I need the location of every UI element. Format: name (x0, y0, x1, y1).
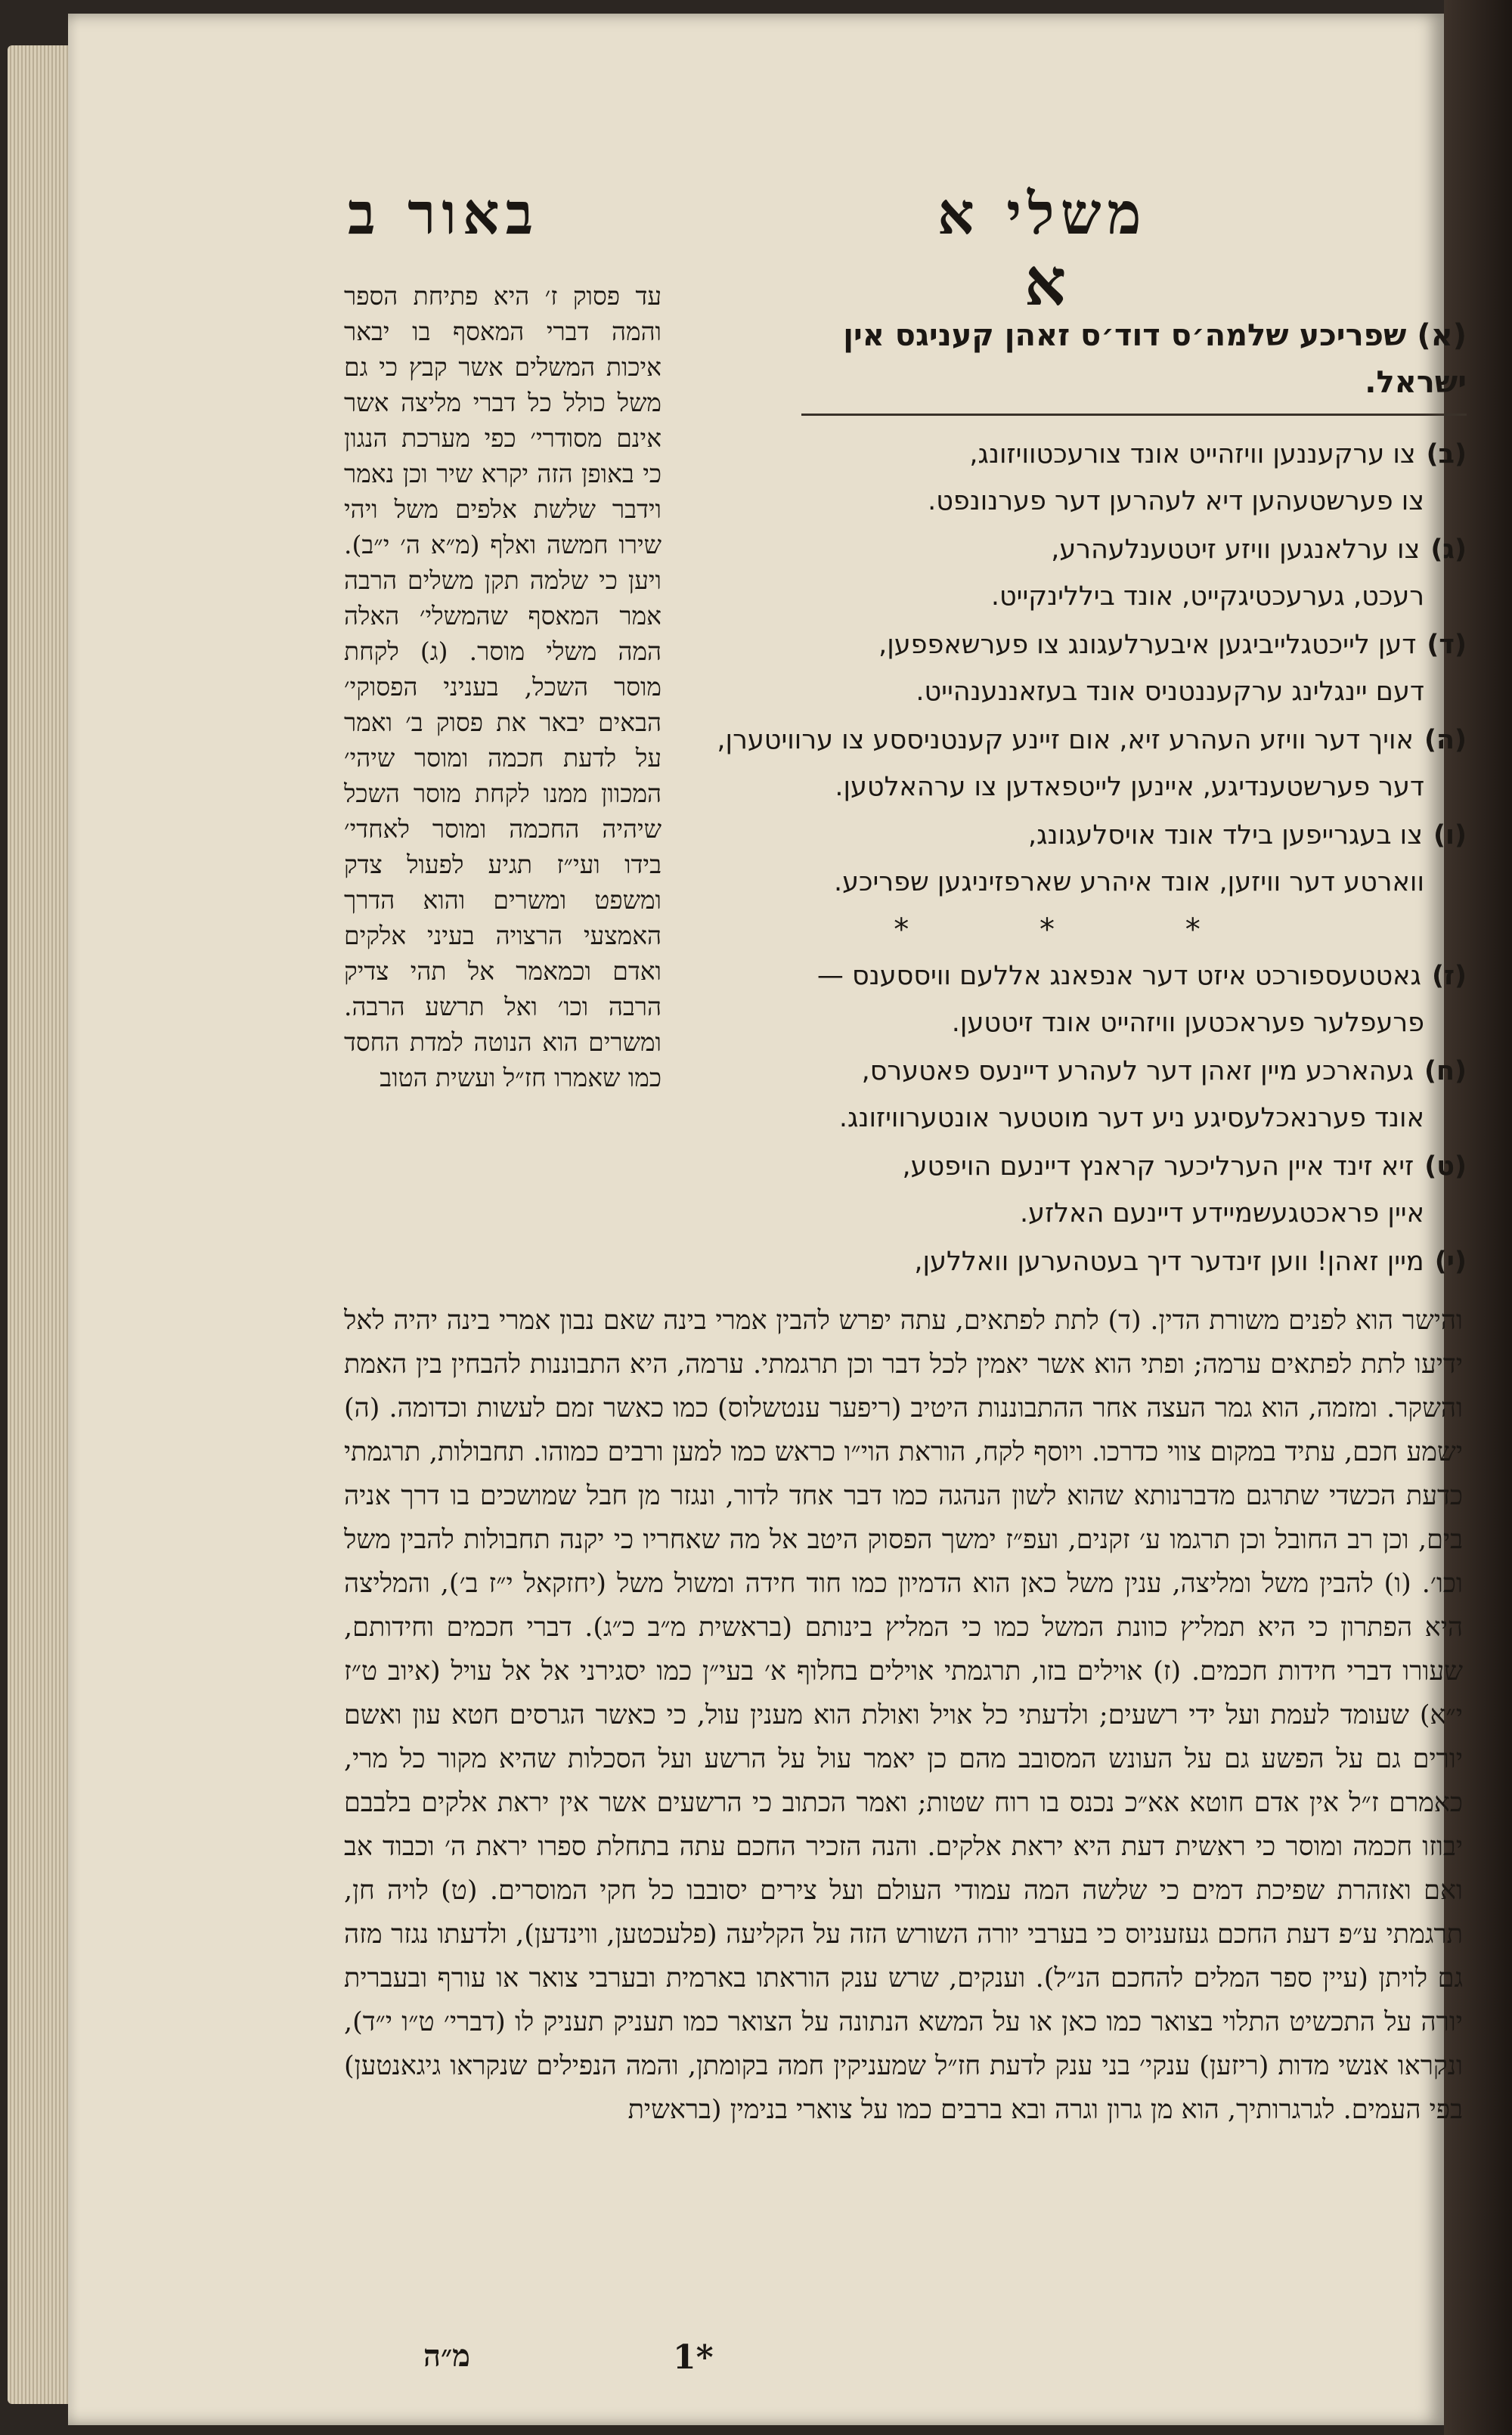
verse-continuation: רעכט, גערעכטיגקייט, אונד ביללינקייט. (990, 581, 1424, 612)
verse-continuation: אונד פערנאכלעסיגע ניע דער מוטטער אונטערוויזונג. (838, 1103, 1424, 1133)
verse-10 (688, 1238, 1467, 1280)
verse-continuation: איין פראכטגעשמיידע דיינעם האלזע. (1020, 1198, 1424, 1228)
verse-text: צו ערלאנגען וויזע זיטטענלעהרע, (1051, 534, 1421, 565)
verse-continuation: דער פערשטענדיגע, איינען לייטפאדען צו ערהאלטען. (835, 772, 1424, 802)
footer-signature-hebrew: מ״ה (423, 2338, 470, 2374)
verse-1 (801, 312, 1467, 416)
side-commentary-column (344, 278, 662, 1306)
chapter-letter: א (1024, 244, 1067, 321)
verse-number: (ה) (1424, 725, 1467, 755)
verse-continuation: ווארטע דער וויזען, אונד איהרע שארפזיניגען שפריכע. (834, 867, 1424, 897)
verse-2 (688, 431, 1467, 525)
side-commentary-text: עד פסוק ז׳ היא פתיחת הספר והמה דברי המאסף בו יבאר איכות המשלים אשר קבץ כי גם משל כולל כל דברי מליצה אשר אינם מסודרי׳ כפי מערכת הנגון כי באופן הזה יקרא שיר וכן נאמר וידבר שלשת אלפים משל ויהי שירו חמשה ואלף (מ״א ה׳ י״ב). ויען כי שלמה תקן משלים הרבה אמר המאסף שהמשלי׳ האלה המה משלי מוסר. (ג) לקחת מוסר השכל, בעניני הפסוקי׳ הבאים יבאר את פסוק ב׳ ואמר על לדעת חכמה ומוסר שיהי׳ המכוון ממנו לקחת מוסר השכל שיהיה החכמה ומוסר לאחדי׳ בידו ועי״ז תגיע לפעול צדק ומשפט ומשרים והוא הדרך האמצעי הרצויה בעיני אלקים ואדם וכמאמר אל תהי צדיק הרבה וכו׳ ואל תרשע הרבה. ומשרים הוא הנוטה למדת החסד כמו שאמרו חז״ל ועשית הטוב (344, 281, 662, 1092)
bottom-commentary-text: והישר הוא לפנים משורת הדין. (ד) לתת לפתאים, עתה יפרש להבין אמרי בינה שאם נבון אמרי בינה יהיה לאל ידיעו לתת לפתאים ערמה; ופתי הוא אשר יאמין לכל דבר וכן תרגמתי. ערמה, היא התבוננות להבחין בין האמת והשקר. ומזמה, הוא גמר העצה אחר ההתבוננות היטיב (ריפער ענטשלוס) כמו כאשר זמם לעשות וכדומה. (ה) ישמע חכם, עתיד במקום צווי כדרכו. ויוסף לקח, הוראת הוי״ו כראש כמו למען ורבים כמוהו. תחבולות, תרגמתי כדעת הכשדי שתרגם מדברנותא שהוא לשון הנהגה כמו דבר אחד לדור, ונגזר מן חבל שמושכים בו דרך אניה בים, וכן רב החובל וכן תרגמו ע׳ זקנים, ועפ״ז ימשך הפסוק היטב אל מה שאחריו כי יקנה תחבולות להבין משל וכו׳. (ו) להבין משל ומליצה, ענין משל כאן הוא הדמיון כמו חוד חידה ומשול משל (יחזקאל י״ז ב׳), והמליצה היא הפתרון כי היא תמליץ כוונת המשל כמו כי המליץ בינותם (בראשית מ״ב כ״ג). דברי חכמים וחידותם, שעורו דברי חידות חכמים. (ז) אוילים בזו, תרגמתי אוילים בחלוף א׳ בעי״ן כמו יסגירני אל אל עויל (איוב ט״ז י״א) שעומד לעמת ועל ידי רשעים; ולדעתי כל אויל ואולת הוא מענין עול, כי כאשר הגרסים חטא עון ואשם יורים גם על הפשע גם על העונש המסובב מהם כן יאמר עול על הרשע ועל הסכלות שהיא מקור כל מרי, כאמרם ז״ל אין אדם חוטא אא״כ נכנס בו רוח שטות; ואמר הכתוב כי הרשעים אשר אין יראת אלקים בלבבם יבוזו חכמה ומוסר כי ראשית דעת היא יראת אלקים. והנה הזכיר החכם עתה בתחלת ספרו יראת ה׳ וכבוד אב ואם ואזהרת שפיכת דמים כי שלשה המה עמודי העולם ועל צירים יסובבו כל חקי המוסרים. (ט) לויה חן, תרגמתי ע״פ דעת החכם געזעניוס כי בערבי יורה השורש הזה על הקליעה (פלעכטען, ווינדען), ולדעתו נגזר מזה גם לויתן (עיין ספר המלים להחכם הנ״ל). וענקים, שרש ענק הוראתו בארמית ובערבי צואר או עורף ובעברית יורה על התכשיט התלוי בצואר כמו כאן או על המשא הנתונה על הצואר כמו תעניק תעניק לו (דברי׳ ט״ו י״ד), ונקראו אנשי מדות (ריזען) ענקי׳ בני ענק לדעת חז״ל שמעניקין חמה בקומתן, והמה הנפילים שנקראו גיגאנטען) בפי העמים. לגרגרותיך, הוא מן גרון וגרה ובא ברבים כמו על צוארי בנימין (בראשית (344, 1306, 1463, 2125)
verse-3 (688, 526, 1467, 620)
verse-text: מיין זאהן! ווען זינדער דיך בעטהערען וואללען, (914, 1247, 1424, 1277)
verse-text: אויך דער וויזע העהרע זיא, אום זיינע קענטניססע צו ערוויטערן, (717, 725, 1414, 755)
verse-9 (688, 1143, 1467, 1237)
verse-6 (688, 812, 1467, 906)
book-running-header: משלי א (937, 180, 1148, 247)
verse-number: (א) (1417, 318, 1467, 353)
verse-text: צו ערקעננען וויזהייט אונד צורעכטוויזונג, (969, 439, 1416, 469)
verse-text: שפריכע שלמה׳ס דוד׳ס זאהן קעניגס אין ישראל. (843, 318, 1467, 400)
verse-7 (688, 953, 1467, 1046)
translation-verses (688, 312, 1467, 1280)
verse-continuation: צו פערשטעהען דיא לעהרען דער פערנונפט. (928, 486, 1424, 516)
verse-text: גאטטעספורכט איזט דער אנפאנג אללעם וויססענס — (816, 961, 1421, 991)
verse-number: (י) (1434, 1247, 1467, 1277)
bottom-commentary (344, 1299, 1463, 2229)
verse-text: דען לייכטגלייביגען איבערלעגונג צו פערשאפפען, (878, 630, 1417, 660)
commentary-running-header: באור ב (348, 180, 540, 247)
verse-8 (688, 1048, 1467, 1142)
verse-number: (ט) (1424, 1151, 1467, 1182)
verse-continuation: דעם יינגלינג ערקעננטניס אונד בעזאננענהייט. (916, 677, 1424, 707)
verse-continuation: פרעפלער פעראכטען וויזהייט אונד זיטטען. (951, 1008, 1424, 1038)
verse-number: (ג) (1430, 534, 1467, 565)
verse-text: זיא זינד איין הערליכער קראנץ דיינעם הויפטע, (902, 1151, 1414, 1182)
book-page (68, 14, 1467, 2425)
verse-number: (ד) (1427, 630, 1467, 660)
verse-number: (ב) (1426, 439, 1467, 469)
verse-4 (688, 621, 1467, 715)
verse-5 (688, 717, 1467, 810)
verse-number: (ח) (1424, 1056, 1467, 1086)
verse-text: צו בעגרייפען בילד אונד אויסלעגונג, (1027, 820, 1423, 850)
verse-text: געהארכע מיין זאהן דער לעהרע דיינעס פאטערס, (861, 1056, 1414, 1086)
verse-number: (ו) (1433, 820, 1467, 850)
section-divider-stars: * * * (894, 912, 1261, 947)
verse-number: (ז) (1431, 961, 1467, 991)
footer-signature-number: 1* (673, 2338, 714, 2377)
